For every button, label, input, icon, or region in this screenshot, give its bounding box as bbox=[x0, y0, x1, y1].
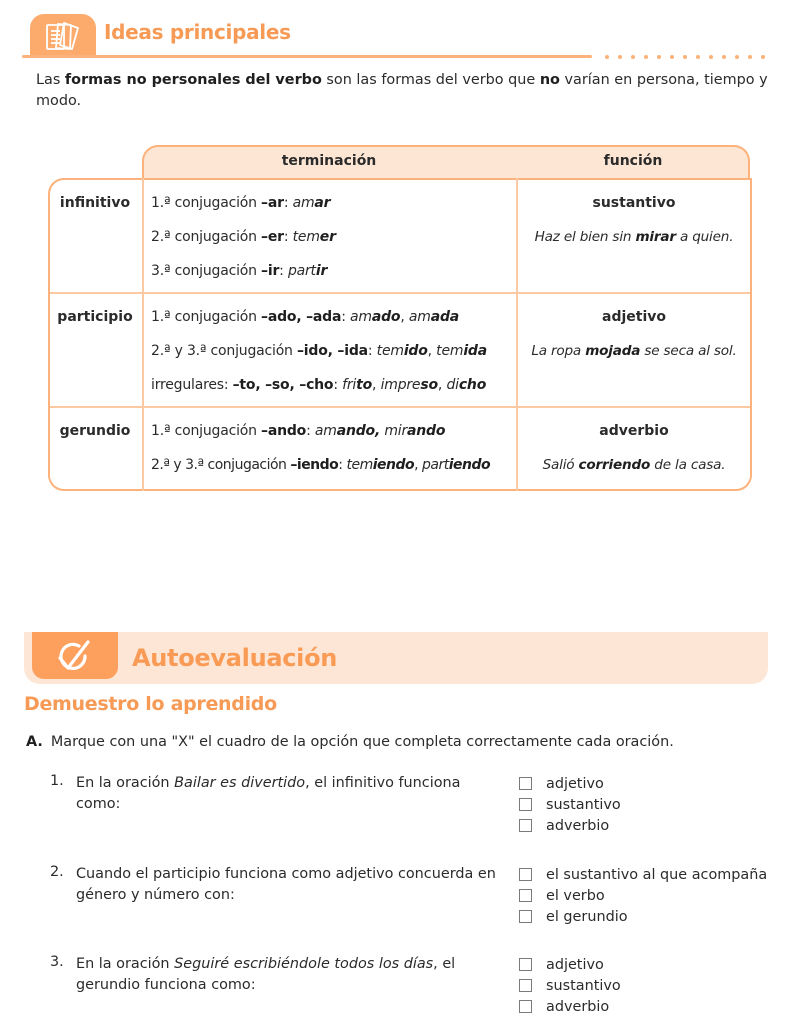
checkbox[interactable] bbox=[519, 777, 532, 790]
verb-forms-table bbox=[48, 145, 752, 491]
checkbox[interactable] bbox=[519, 798, 532, 811]
documents-icon bbox=[42, 19, 86, 53]
question-number: 2. bbox=[50, 864, 64, 880]
header-termination: terminación bbox=[281, 153, 377, 169]
question-number: 1. bbox=[50, 773, 64, 789]
header-function: función bbox=[603, 153, 663, 169]
ideas-header-tab bbox=[30, 14, 96, 56]
checkbox[interactable] bbox=[519, 1000, 532, 1013]
question-number: 3. bbox=[50, 954, 64, 970]
checkbox[interactable] bbox=[519, 889, 532, 902]
table-row-line: irregulares: –to, –so, –cho: frito, impreso, dicho bbox=[151, 377, 487, 393]
option[interactable]: sustantivo bbox=[519, 975, 621, 996]
row-label-infinitivo: infinitivo bbox=[59, 195, 131, 211]
question-options bbox=[519, 954, 621, 1017]
option[interactable]: adjetivo bbox=[519, 954, 621, 975]
question-text: En la oración Seguiré escribiéndole todos los días, el gerundio funciona como: bbox=[76, 956, 456, 993]
function-adverbio: adverbio bbox=[599, 423, 669, 439]
checkbox[interactable] bbox=[519, 819, 532, 832]
option[interactable]: sustantivo bbox=[519, 794, 621, 815]
row-label-gerundio: gerundio bbox=[59, 423, 131, 439]
checkbox[interactable] bbox=[519, 868, 532, 881]
option[interactable]: adverbio bbox=[519, 996, 621, 1017]
question-text: Cuando el participio funciona como adjetivo concuerda en género y número con: bbox=[76, 866, 496, 903]
table-row-line: 2.ª conjugación –er: temer bbox=[151, 229, 336, 245]
option[interactable]: adjetivo bbox=[519, 773, 621, 794]
option[interactable]: el gerundio bbox=[519, 906, 767, 927]
checkbox[interactable] bbox=[519, 958, 532, 971]
table-row-line: 1.ª conjugación –ando: amando, mirando bbox=[151, 423, 446, 439]
instruction: A. Marque con una "X" el cuadro de la opción que completa correctamente cada oración. bbox=[26, 734, 674, 750]
function-example: Salió corriendo de la casa. bbox=[542, 457, 726, 473]
function-example: Haz el bien sin mirar a quien. bbox=[534, 229, 734, 245]
table-row-line: 3.ª conjugación –ir: partir bbox=[151, 263, 328, 279]
header-dotted-divider bbox=[605, 55, 765, 59]
table-row-line: 2.ª y 3.ª conjugación –iendo: temiendo, partiendo bbox=[151, 457, 491, 473]
question-options bbox=[519, 864, 767, 927]
option[interactable]: el verbo bbox=[519, 885, 767, 906]
checkbox[interactable] bbox=[519, 910, 532, 923]
header-divider bbox=[22, 55, 592, 58]
table-row-line: 2.ª y 3.ª conjugación –ido, –ida: temido, temida bbox=[151, 343, 487, 359]
function-sustantivo: sustantivo bbox=[592, 195, 676, 211]
intro-paragraph: Las formas no personales del verbo son las formas del verbo que no varían en persona, tiempo y modo. bbox=[36, 72, 768, 109]
function-adjetivo: adjetivo bbox=[602, 309, 666, 325]
question-options bbox=[519, 773, 621, 836]
row-label-participio: participio bbox=[57, 309, 133, 325]
function-example: La ropa mojada se seca al sol. bbox=[531, 343, 737, 359]
ideas-title: Ideas principales bbox=[104, 20, 291, 44]
table-row-line: 1.ª conjugación –ado, –ada: amado, amada bbox=[151, 309, 460, 325]
check-circle-icon bbox=[54, 638, 96, 674]
autoevaluacion-tab bbox=[32, 632, 118, 679]
table-body bbox=[48, 178, 752, 491]
table-row-line: 1.ª conjugación –ar: amar bbox=[151, 195, 331, 211]
option[interactable]: adverbio bbox=[519, 815, 621, 836]
autoevaluacion-title: Autoevaluación bbox=[132, 644, 338, 672]
option[interactable]: el sustantivo al que acompaña bbox=[519, 864, 767, 885]
question-text: En la oración Bailar es divertido, el infinitivo funciona como: bbox=[76, 775, 461, 812]
checkbox[interactable] bbox=[519, 979, 532, 992]
section-subtitle: Demuestro lo aprendido bbox=[24, 693, 277, 715]
